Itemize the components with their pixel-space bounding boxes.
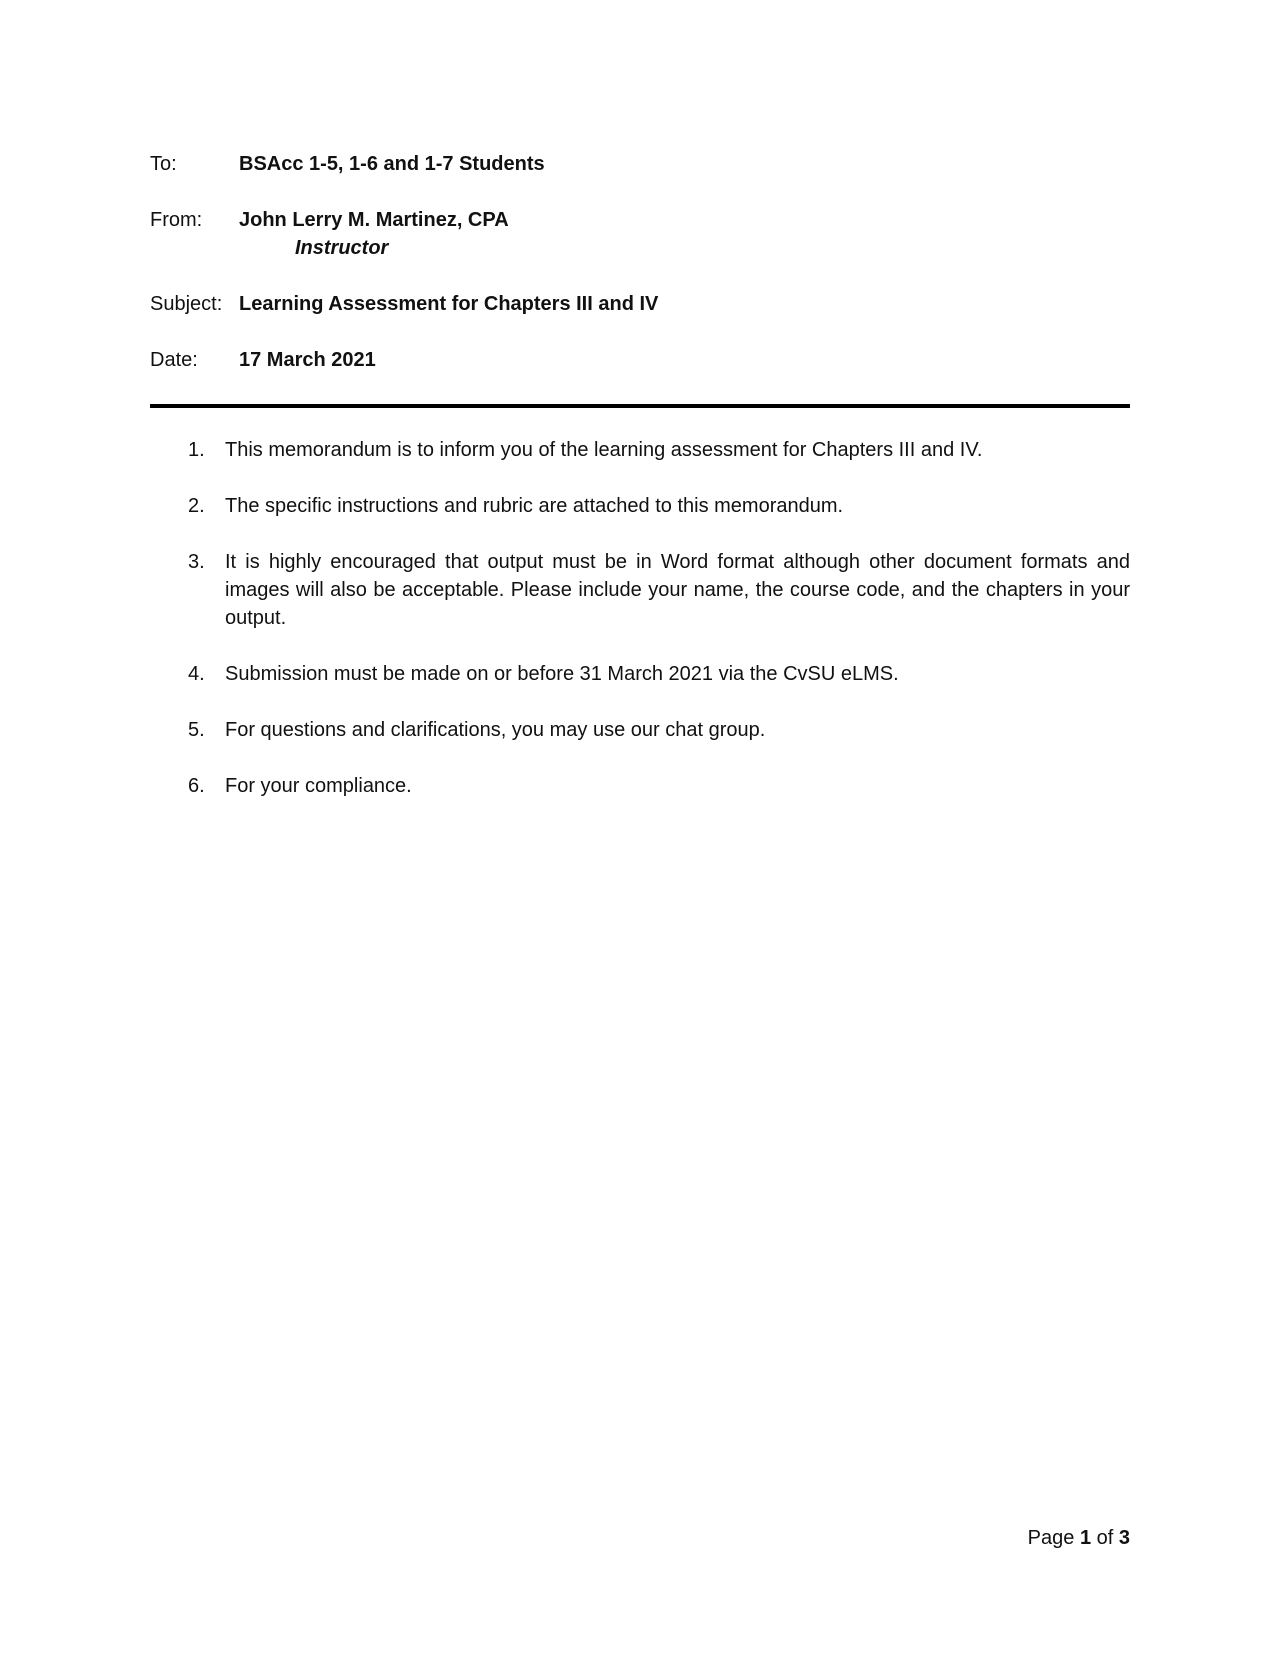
page-word: Page: [1027, 1527, 1075, 1549]
of-word: of: [1096, 1527, 1114, 1549]
subject-label: Subject:: [150, 293, 223, 315]
total-pages-number: 3: [1118, 1527, 1130, 1549]
item-number: 6.: [188, 775, 205, 797]
list-item: [150, 716, 1130, 744]
list-item: [150, 660, 1130, 688]
item-text: For your compliance.: [225, 775, 412, 797]
to-label: To:: [150, 153, 177, 175]
from-title: Instructor: [295, 237, 389, 259]
page-number-footer: [1028, 1524, 1130, 1552]
list-item: [150, 772, 1130, 800]
item-number: 1.: [188, 439, 205, 461]
date-label: Date:: [150, 349, 198, 371]
item-text: For questions and clarifications, you may use our chat group.: [225, 719, 766, 741]
current-page-number: 1: [1079, 1527, 1092, 1549]
header-divider: [150, 404, 1130, 408]
item-number: 2.: [188, 495, 205, 517]
item-number: 3.: [188, 551, 205, 573]
from-title-row: [150, 234, 1130, 262]
item-text: Submission must be made on or before 31 March 2021 via the CvSU eLMS.: [225, 663, 899, 685]
item-text: It is highly encouraged that output must be in Word format although other document formats and images will also be acceptable. Please include your name, the course code, and the chapters in your output.: [225, 551, 1130, 629]
from-value: John Lerry M. Martinez, CPA: [239, 209, 509, 231]
list-item: [150, 548, 1130, 632]
date-value: 17 March 2021: [239, 349, 376, 371]
from-row: [150, 206, 1130, 234]
from-label: From:: [150, 209, 203, 231]
list-item: [150, 436, 1130, 464]
to-row: [150, 150, 1130, 178]
item-number: 5.: [188, 719, 205, 741]
date-row: [150, 346, 1130, 374]
item-text: The specific instructions and rubric are attached to this memorandum.: [225, 495, 844, 517]
list-item: [150, 492, 1130, 520]
item-number: 4.: [188, 663, 205, 685]
to-value: BSAcc 1-5, 1-6 and 1-7 Students: [239, 153, 545, 175]
memo-items-list: [150, 436, 1130, 828]
item-text: This memorandum is to inform you of the learning assessment for Chapters III and IV.: [225, 439, 983, 461]
memo-header: [150, 150, 1130, 374]
subject-row: [150, 290, 1130, 318]
subject-value: Learning Assessment for Chapters III and IV: [239, 293, 659, 315]
